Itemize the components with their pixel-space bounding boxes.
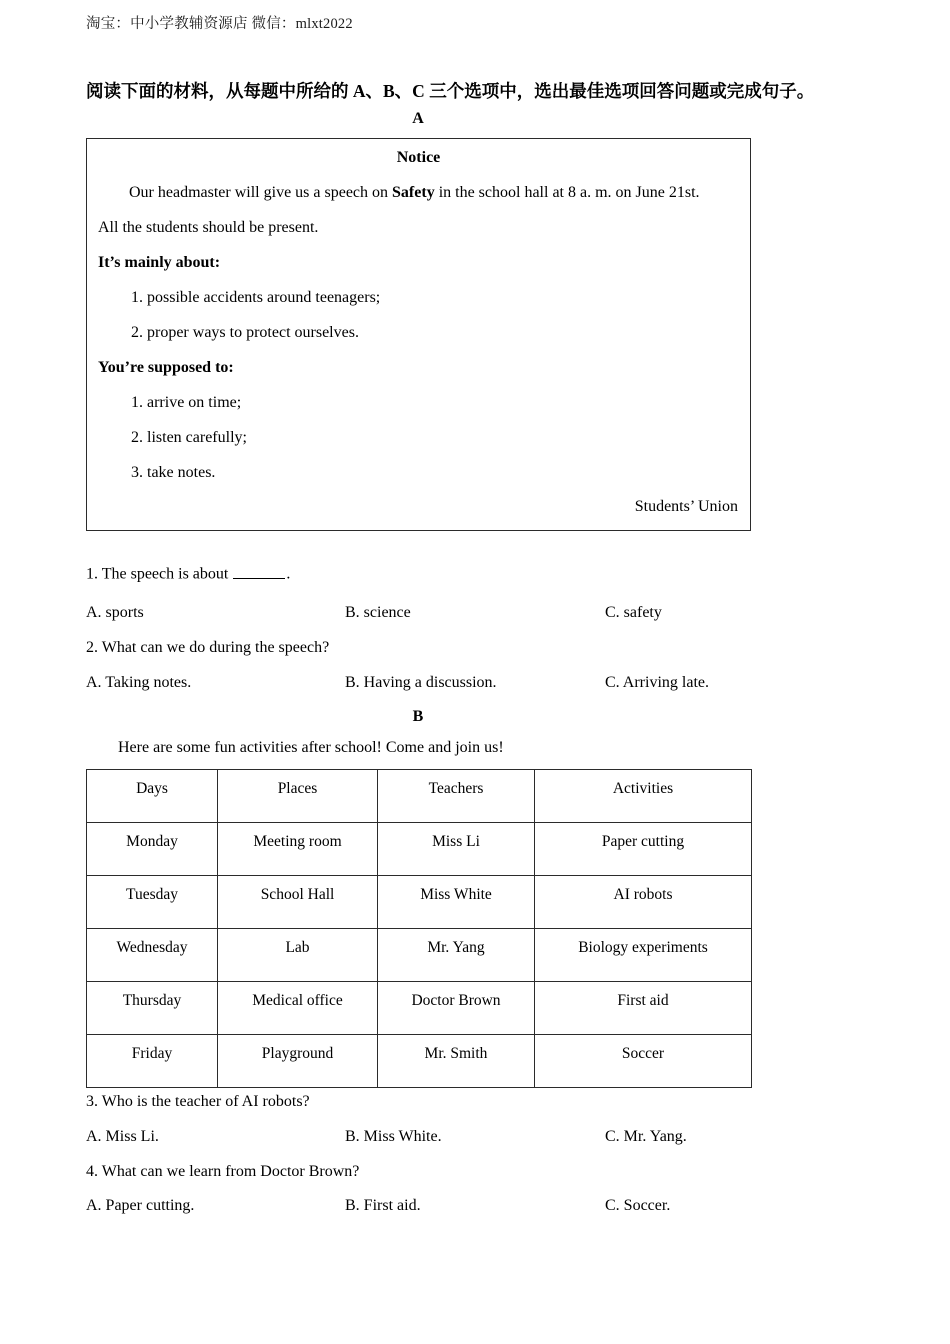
table-row	[87, 876, 752, 929]
table-cell-activity: First aid	[535, 982, 752, 1035]
question-4-option-c[interactable]: C. Soccer.	[605, 1197, 671, 1214]
question-4-option-a[interactable]: A. Paper cutting.	[86, 1197, 195, 1214]
question-4-options	[86, 1197, 906, 1219]
question-3-option-a[interactable]: A. Miss Li.	[86, 1128, 159, 1145]
table-cell-place: Meeting room	[218, 823, 378, 876]
notice-signature: Students’ Union	[634, 498, 738, 515]
question-1-option-b[interactable]: B. science	[345, 604, 411, 621]
notice-supposed-item-1: 1. arrive on time;	[131, 394, 242, 411]
table-header-activities: Activities	[535, 770, 752, 823]
shop-watermark-header: 淘宝：中小学教辅资源店 微信：mlxt2022	[86, 16, 353, 32]
table-cell-teacher: Mr. Smith	[378, 1035, 535, 1088]
table-cell-activity: AI robots	[535, 876, 752, 929]
table-cell-day: Monday	[87, 823, 218, 876]
table-header-places: Places	[218, 770, 378, 823]
notice-supposed-item-3: 3. take notes.	[131, 464, 216, 481]
section-label-b: B	[412, 708, 424, 725]
table-cell-activity: Soccer	[535, 1035, 752, 1088]
table-header-days: Days	[87, 770, 218, 823]
table-cell-activity: Biology experiments	[535, 929, 752, 982]
question-2-option-b[interactable]: B. Having a discussion.	[345, 674, 497, 691]
notice-about-item-1: 1. possible accidents around teenagers;	[131, 289, 381, 306]
table-cell-place: School Hall	[218, 876, 378, 929]
notice-lead-topic: Safety	[392, 184, 435, 201]
question-1-stem-tail: .	[286, 565, 291, 583]
notice-content	[87, 139, 750, 530]
notice-attendance-line: All the students should be present.	[98, 219, 319, 236]
table-cell-day: Tuesday	[87, 876, 218, 929]
exercise-instruction: 阅读下面的材料，从每题中所给的 A、B、C 三个选项中，选出最佳选项回答问题或完成句子。	[86, 81, 815, 101]
question-1-stem-text: 1. The speech is about	[86, 565, 233, 583]
notice-title: Notice	[396, 149, 441, 166]
table-header-row	[87, 770, 752, 823]
table-cell-place: Playground	[218, 1035, 378, 1088]
notice-about-heading: It’s mainly about:	[98, 254, 221, 271]
table-row	[87, 982, 752, 1035]
notice-box	[86, 138, 751, 531]
table-row	[87, 929, 752, 982]
table-cell-day: Thursday	[87, 982, 218, 1035]
table-cell-place: Lab	[218, 929, 378, 982]
table-cell-day: Friday	[87, 1035, 218, 1088]
question-4-stem: 4. What can we learn from Doctor Brown?	[86, 1163, 360, 1180]
notice-supposed-heading: You’re supposed to:	[98, 359, 234, 376]
question-1-stem	[86, 564, 290, 584]
answer-blank-1	[233, 564, 285, 579]
question-1-option-a[interactable]: A. sports	[86, 604, 144, 621]
question-3-options	[86, 1128, 906, 1150]
table-cell-teacher: Miss White	[378, 876, 535, 929]
notice-lead-after: in the school hall at 8 a. m. on June 21st.	[434, 184, 700, 201]
question-3-option-b[interactable]: B. Miss White.	[345, 1128, 442, 1145]
question-2-stem: 2. What can we do during the speech?	[86, 639, 330, 656]
table-row	[87, 823, 752, 876]
table-cell-activity: Paper cutting	[535, 823, 752, 876]
notice-about-item-2: 2. proper ways to protect ourselves.	[131, 324, 359, 341]
question-2-option-a[interactable]: A. Taking notes.	[86, 674, 192, 691]
activities-table	[86, 769, 752, 1088]
section-label-a: A	[412, 110, 424, 127]
table-cell-place: Medical office	[218, 982, 378, 1035]
notice-lead-line	[129, 183, 700, 202]
question-2-options	[86, 674, 906, 696]
question-2-option-c[interactable]: C. Arriving late.	[605, 674, 709, 691]
question-1-options	[86, 604, 906, 626]
table-header-teachers: Teachers	[378, 770, 535, 823]
question-3-stem: 3. Who is the teacher of AI robots?	[86, 1093, 310, 1110]
table-cell-teacher: Mr. Yang	[378, 929, 535, 982]
question-4-option-b[interactable]: B. First aid.	[345, 1197, 421, 1214]
table-cell-teacher: Doctor Brown	[378, 982, 535, 1035]
question-3-option-c[interactable]: C. Mr. Yang.	[605, 1128, 687, 1145]
notice-supposed-item-2: 2. listen carefully;	[131, 429, 247, 446]
table-cell-day: Wednesday	[87, 929, 218, 982]
section-b-intro: Here are some fun activities after school! Come and join us!	[118, 739, 504, 756]
notice-lead-before: Our headmaster will give us a speech on	[129, 184, 393, 201]
table-cell-teacher: Miss Li	[378, 823, 535, 876]
question-1-option-c[interactable]: C. safety	[605, 604, 662, 621]
table-row	[87, 1035, 752, 1088]
